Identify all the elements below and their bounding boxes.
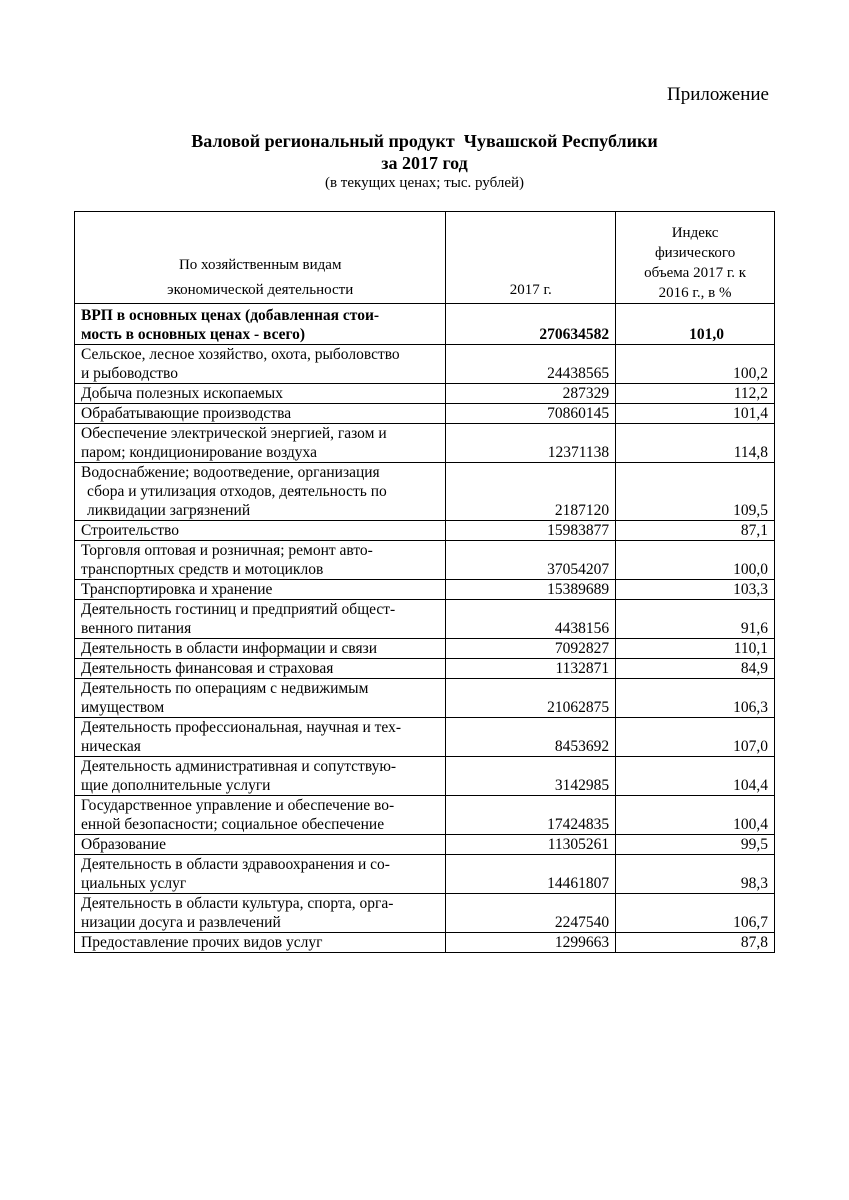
activity-name-line: енной безопасности; социальное обеспечение (81, 816, 385, 833)
table-row (75, 855, 775, 894)
value-2017: 2247540 (446, 894, 616, 933)
activity-name (75, 796, 446, 835)
table-row (75, 384, 775, 404)
header-index-line1: Индекс (671, 225, 719, 241)
activity-name (75, 718, 446, 757)
table-row (75, 894, 775, 933)
activity-name-line: Деятельность финансовая и страховая (81, 660, 334, 677)
value-2017: 17424835 (446, 796, 616, 835)
value-2017: 7092827 (446, 639, 616, 659)
volume-index: 110,1 (616, 639, 775, 659)
activity-name-line: Сельское, лесное хозяйство, охота, рыболовство (81, 346, 400, 363)
activity-name (75, 679, 446, 718)
volume-index: 103,3 (616, 580, 775, 600)
volume-index: 109,5 (616, 463, 775, 521)
activity-name-line: Предоставление прочих видов услуг (81, 934, 323, 951)
value-2017: 70860145 (446, 404, 616, 424)
activity-name (75, 463, 446, 521)
activity-name-line: паром; кондиционирование воздуха (81, 444, 317, 461)
title-block (0, 130, 849, 192)
activity-name (75, 757, 446, 796)
table-row (75, 404, 775, 424)
table-row (75, 679, 775, 718)
activity-name-line: Добыча полезных ископаемых (81, 385, 283, 402)
volume-index: 107,0 (616, 718, 775, 757)
document-title-year: за 2017 год (381, 153, 468, 173)
value-2017: 3142985 (446, 757, 616, 796)
header-index-line2: физического (654, 245, 736, 261)
activity-name (75, 639, 446, 659)
table-row (75, 463, 775, 521)
table-row (75, 639, 775, 659)
activity-name (75, 835, 446, 855)
activity-name-line: сбора и утилизация отходов, деятельность по (87, 483, 387, 500)
volume-index: 98,3 (616, 855, 775, 894)
activity-name (75, 933, 446, 953)
activity-name (75, 600, 446, 639)
activity-name (75, 541, 446, 580)
activity-name-line: Торговля оптовая и розничная; ремонт авто- (81, 542, 373, 559)
table-row (75, 424, 775, 463)
activity-name-line: и рыбоводство (81, 365, 178, 382)
value-2017: 8453692 (446, 718, 616, 757)
header-year: 2017 г. (446, 212, 616, 304)
header-index (616, 212, 775, 304)
volume-index: 87,8 (616, 933, 775, 953)
activity-name-line: Деятельность в области информации и связи (81, 640, 378, 657)
header-activity (75, 212, 446, 304)
activity-name (75, 580, 446, 600)
value-2017: 287329 (446, 384, 616, 404)
activity-name-line: Образование (81, 836, 166, 853)
table-row (75, 933, 775, 953)
activity-name-line: Деятельность в области здравоохранения и со- (81, 856, 390, 873)
activity-name-line: ническая (81, 738, 141, 755)
value-2017: 4438156 (446, 600, 616, 639)
total-value: 270634582 (446, 304, 616, 345)
header-activity-line2: экономической деятельности (167, 282, 354, 298)
value-2017: 24438565 (446, 345, 616, 384)
volume-index: 106,7 (616, 894, 775, 933)
activity-name-line: Обрабатывающие производства (81, 405, 292, 422)
activity-name (75, 855, 446, 894)
activity-name-line: низации досуга и развлечений (81, 914, 281, 931)
volume-index: 91,6 (616, 600, 775, 639)
total-name-line1: ВРП в основных ценах (добавленная стои- (81, 307, 380, 324)
activity-name-line: транспортных средств и мотоциклов (81, 561, 324, 578)
table-row (75, 600, 775, 639)
table-row (75, 757, 775, 796)
activity-name-line: Деятельность административная и сопутствую- (81, 758, 397, 775)
activity-name (75, 345, 446, 384)
volume-index: 104,4 (616, 757, 775, 796)
volume-index: 106,3 (616, 679, 775, 718)
total-index: 101,0 (616, 304, 775, 345)
activity-name-line: ликвидации загрязнений (87, 502, 251, 519)
header-index-line4: 2016 г., в % (658, 285, 732, 301)
activity-name-line: Деятельность в области культура, спорта, орга- (81, 895, 394, 912)
document-title: Валовой региональный продукт Чувашской Республики (191, 131, 658, 151)
value-2017: 15389689 (446, 580, 616, 600)
total-name-line2: мость в основных ценах - всего) (81, 326, 306, 343)
volume-index: 112,2 (616, 384, 775, 404)
table-body (75, 304, 775, 953)
activity-name-line: щие дополнительные услуги (81, 777, 271, 794)
activity-name (75, 424, 446, 463)
value-2017: 11305261 (446, 835, 616, 855)
activity-name-line: Деятельность гостиниц и предприятий общест- (81, 601, 396, 618)
units-note: (в текущих ценах; тыс. рублей) (324, 175, 525, 191)
value-2017: 14461807 (446, 855, 616, 894)
activity-name-line: венного питания (81, 620, 192, 637)
value-2017: 15983877 (446, 521, 616, 541)
table-row (75, 345, 775, 384)
value-2017: 12371138 (446, 424, 616, 463)
value-2017: 21062875 (446, 679, 616, 718)
grp-table (74, 211, 775, 953)
activity-name-line: Государственное управление и обеспечение во- (81, 797, 395, 814)
activity-name-line: Деятельность по операциям с недвижимым (81, 680, 369, 697)
activity-name (75, 521, 446, 541)
header-index-line3: объема 2017 г. к (644, 265, 747, 281)
activity-name-line: Деятельность профессиональная, научная и тех- (81, 719, 401, 736)
activity-name (75, 384, 446, 404)
table-row (75, 521, 775, 541)
activity-name-line: Строительство (81, 522, 179, 539)
table-row (75, 541, 775, 580)
activity-name-line: Обеспечение электрической энергией, газом и (81, 425, 387, 442)
volume-index: 101,4 (616, 404, 775, 424)
activity-name-line: циальных услуг (81, 875, 187, 892)
activity-name (75, 404, 446, 424)
appendix-label: Приложение (667, 84, 769, 105)
activity-name-line: Водоснабжение; водоотведение, организация (81, 464, 380, 481)
table-row (75, 659, 775, 679)
value-2017: 1132871 (446, 659, 616, 679)
table-row (75, 835, 775, 855)
activity-name-line: имуществом (81, 699, 165, 716)
table-row (75, 796, 775, 835)
total-name (75, 304, 446, 345)
activity-name (75, 894, 446, 933)
table-header-row (75, 212, 775, 304)
volume-index: 99,5 (616, 835, 775, 855)
activity-name-line: Транспортировка и хранение (81, 581, 273, 598)
volume-index: 87,1 (616, 521, 775, 541)
activity-name (75, 659, 446, 679)
volume-index: 100,0 (616, 541, 775, 580)
volume-index: 100,4 (616, 796, 775, 835)
volume-index: 114,8 (616, 424, 775, 463)
volume-index: 84,9 (616, 659, 775, 679)
value-2017: 1299663 (446, 933, 616, 953)
table-row (75, 580, 775, 600)
value-2017: 2187120 (446, 463, 616, 521)
value-2017: 37054207 (446, 541, 616, 580)
table-row (75, 718, 775, 757)
header-activity-line1: По хозяйственным видам (178, 257, 342, 273)
volume-index: 100,2 (616, 345, 775, 384)
table-row-total (75, 304, 775, 345)
